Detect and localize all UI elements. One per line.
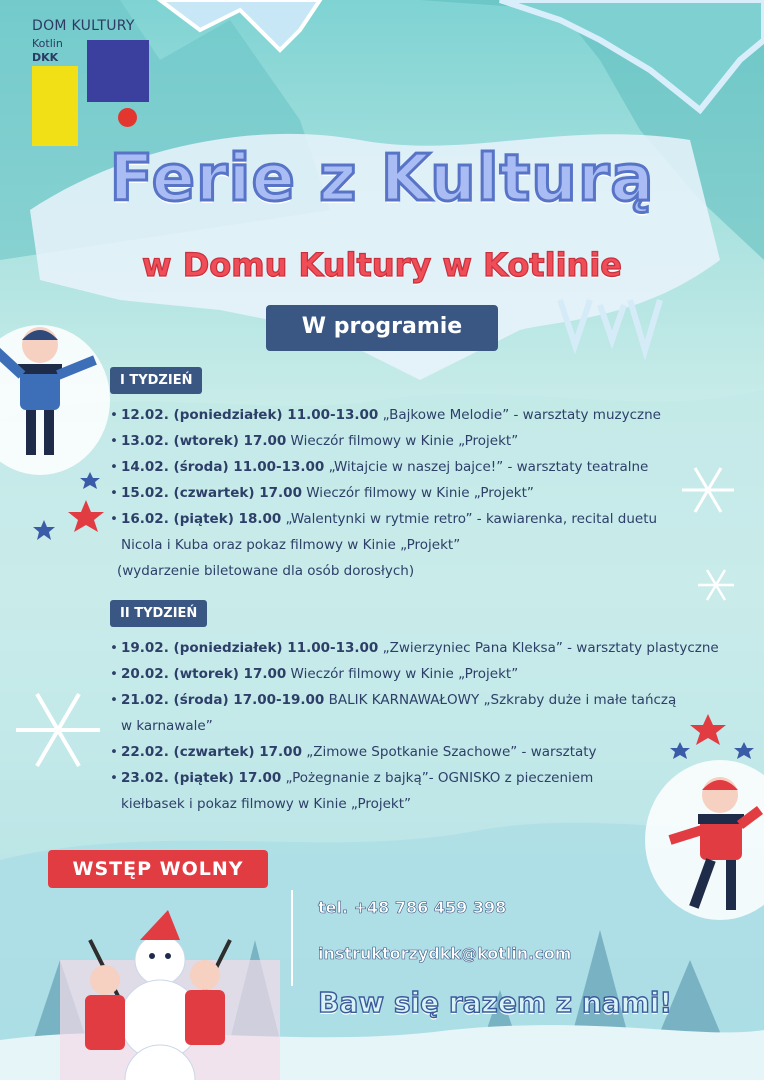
list-item: • 15.02. (czwartek) 17.00 Wieczór filmowy w Kinie „Projekt” [110, 485, 534, 501]
free-entry-badge: WSTĘP WOLNY [48, 850, 268, 888]
week-1-badge: I TYDZIEŃ [110, 367, 202, 394]
list-item: • 22.02. (czwartek) 17.00 „Zimowe Spotkanie Szachowe” - warsztaty [110, 744, 597, 760]
list-item: • 12.02. (poniedziałek) 11.00-13.00 „Bajkowe Melodie” - warsztaty muzyczne [110, 407, 661, 423]
week-2-badge: II TYDZIEŃ [110, 600, 207, 627]
list-item: • 21.02. (środa) 17.00-19.00 BALIK KARNAWAŁOWY „Szkraby duże i małe tańczą w karnawale” [110, 692, 677, 734]
phone-text: tel. +48 786 459 398 [318, 898, 507, 917]
logo-name: DOM KULTURY [32, 18, 135, 34]
list-item: • 19.02. (poniedziałek) 11.00-13.00 „Zwierzyniec Pana Kleksa” - warsztaty plastyczne [110, 640, 719, 656]
list-item: • 13.02. (wtorek) 17.00 Wieczór filmowy w Kinie „Projekt” [110, 433, 519, 449]
poster-subtitle: w Domu Kultury w Kotlinie [142, 246, 622, 284]
program-badge: W programie [266, 305, 498, 351]
week-2-list [112, 635, 719, 817]
email-text: instruktorzydkk@kotlin.com [318, 944, 572, 963]
list-item: • 16.02. (piątek) 18.00 „Walentynki w rytmie retro” - kawiarenka, recital duetu Nicola i Kuba oraz pokaz filmowy w Kinie „Projekt” (wydarzenie biletowane dla osób dorosłych) [112, 506, 661, 584]
logo-red-dot [118, 108, 137, 127]
week-1-list [112, 402, 661, 584]
logo-navy-block [87, 40, 149, 102]
logo [30, 18, 160, 133]
logo-yellow-block [32, 66, 78, 146]
logo-abbr: DKK [32, 51, 59, 64]
list-item: • 23.02. (piątek) 17.00 „Pożegnanie z bajką”- OGNISKO z pieczeniem kiełbasek i pokaz filmowy w Kinie „Projekt” [110, 770, 594, 812]
ticket-note: (wydarzenie biletowane dla osób dorosłych) [117, 563, 415, 579]
poster-title: Ferie z Kulturą [109, 142, 655, 216]
list-item: • 14.02. (środa) 11.00-13.00 „Witajcie w naszej bajce!” - warsztaty teatralne [110, 459, 649, 475]
contact-divider [291, 890, 293, 986]
logo-sub: Kotlin [32, 37, 63, 50]
list-item: • 20.02. (wtorek) 17.00 Wieczór filmowy w Kinie „Projekt” [110, 666, 519, 682]
tagline: Baw się razem z nami! [318, 986, 673, 1019]
